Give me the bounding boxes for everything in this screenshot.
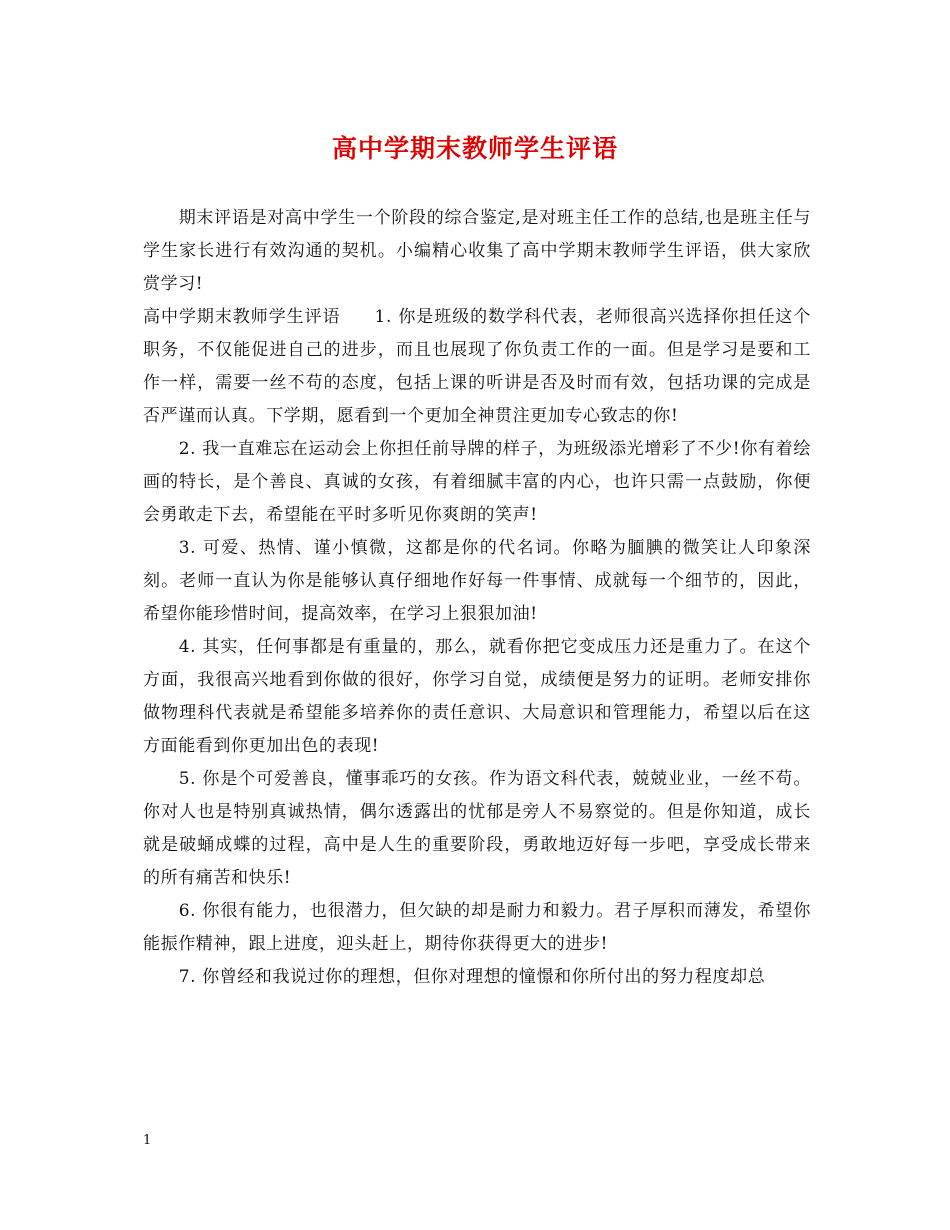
section-heading: 高中学期末教师学生评语 bbox=[143, 307, 341, 327]
comment-paragraph-5: 5. 你是个可爱善良，懂事乖巧的女孩。作为语文科代表，兢兢业业，一丝不苟。你对人也是特别真诚热情，偶尔透露出的忧郁是旁人不易察觉的。但是你知道，成长就是破蛹成蝶的过程，高中是人生的重要阶段，勇敢地迈好每一步吧，享受成长带来的所有痛苦和快乐! bbox=[143, 769, 811, 888]
comment-paragraph-4: 4. 其实，任何事都是有重量的，那么，就看你把它变成压力还是重力了。在这个方面，我很高兴地看到你做的很好，你学习自觉，成绩便是努力的证明。老师安排你做物理科代表就是希望能多培养你的责任意识、大局意识和管理能力，希望以后在这方面能看到你更加出色的表现! bbox=[143, 637, 811, 756]
comment-paragraph-6: 6. 你很有能力，也很潜力，但欠缺的却是耐力和毅力。君子厚积而薄发，希望你能振作精神，跟上进度，迎头赶上，期待你获得更大的进步! bbox=[143, 901, 811, 954]
comment-paragraph-3: 3. 可爱、热情、谨小慎微，这都是你的代名词。你略为腼腆的微笑让人印象深刻。老师一直认为你是能够认真仔细地作好每一件事情、成就每一个细节的，因此，希望你能珍惜时间，提高效率，在学习上狠狠加油! bbox=[143, 538, 811, 624]
document-title: 高中学期末教师学生评语 bbox=[331, 134, 618, 163]
comment-paragraph-2: 2. 我一直难忘在运动会上你担任前导牌的样子，为班级添光增彩了不少!你有着绘画的特长，是个善良、真诚的女孩，有着细腻丰富的内心，也许只需一点鼓励，你便会勇敢走下去，希望能在平时多听见你爽朗的笑声! bbox=[143, 439, 811, 525]
comment-paragraph-7: 7. 你曾经和我说过你的理想，但你对理想的憧憬和你所付出的努力程度却总 bbox=[178, 967, 766, 987]
page-number: 1 bbox=[143, 1133, 152, 1148]
document-body bbox=[143, 202, 811, 994]
comment-paragraph-1 bbox=[143, 301, 811, 433]
comment-1-text: 1. 你是班级的数学科代表，老师很高兴选择你担任这个职务，不仅能促进自己的进步，而且也展现了你负责工作的一面。但是学习是要和工作一样，需要一丝不苟的态度，包括上课的听讲是否及时而有效，包括功课的完成是否严谨而认真。下学期，愿看到一个更加全神贯注更加专心致志的你! bbox=[143, 307, 811, 426]
intro-paragraph: 期末评语是对高中学生一个阶段的综合鉴定,是对班主任工作的总结,也是班主任与学生家长进行有效沟通的契机。小编精心收集了高中学期末教师学生评语，供大家欣赏学习! bbox=[143, 208, 811, 294]
